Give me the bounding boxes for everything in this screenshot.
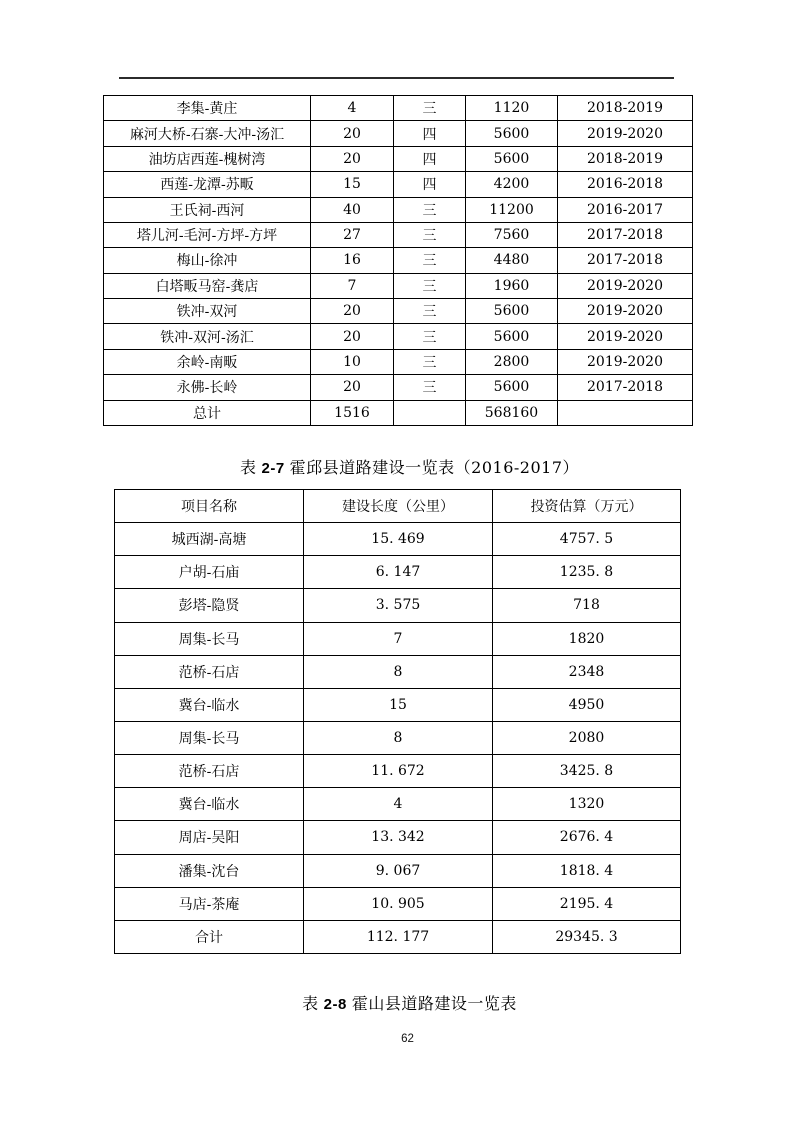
cell-project-name: 油坊店西莲-槐树湾 <box>104 146 311 171</box>
cell-project-name: 塔儿河-毛河-方坪-方坪 <box>104 222 311 247</box>
cell-project-name: 马店-茶庵 <box>115 887 304 920</box>
cell-length: 6. 147 <box>304 556 493 589</box>
cell-length: 7 <box>304 622 493 655</box>
cell-project-name: 冀台-临水 <box>115 788 304 821</box>
cell-investment: 1960 <box>466 273 558 298</box>
cell-years: 2018-2019 <box>558 96 693 121</box>
table-row <box>115 887 681 920</box>
cell-years: 2019-2020 <box>558 273 693 298</box>
cell-project-name: 铁冲-双河 <box>104 299 311 324</box>
cell-investment: 2348 <box>493 655 681 688</box>
header-project-name: 项目名称 <box>115 490 304 523</box>
table-row <box>115 721 681 754</box>
cell-length: 20 <box>311 121 394 146</box>
table-header-row <box>115 490 681 523</box>
cell-investment: 2800 <box>466 349 558 374</box>
cell-investment: 2195. 4 <box>493 887 681 920</box>
header-divider <box>119 77 674 79</box>
cell-project-name: 白塔畈马窑-龚店 <box>104 273 311 298</box>
cell-grade <box>394 400 466 426</box>
cell-grade: 三 <box>394 375 466 400</box>
table-row <box>115 788 681 821</box>
cell-years: 2019-2020 <box>558 299 693 324</box>
table-row <box>115 755 681 788</box>
table-row <box>104 248 693 273</box>
cell-total-length: 112. 177 <box>304 920 493 953</box>
table-total-row <box>115 920 681 953</box>
header-investment: 投资估算（万元） <box>493 490 681 523</box>
cell-project-name: 户胡-石庙 <box>115 556 304 589</box>
caption-text: 霍邱县道路建设一览表（2016-2017） <box>289 458 580 477</box>
table-2-7-caption <box>0 456 793 480</box>
cell-length: 20 <box>311 324 394 349</box>
table-total-row <box>104 400 693 426</box>
cell-years: 2017-2018 <box>558 248 693 273</box>
table-row <box>104 273 693 298</box>
cell-years: 2017-2018 <box>558 375 693 400</box>
caption-prefix: 表 <box>239 458 257 477</box>
huoqiu-road-table <box>114 489 681 954</box>
cell-project-name: 彭塔-隐贤 <box>115 589 304 622</box>
cell-grade: 三 <box>394 197 466 222</box>
table-2-8-caption <box>0 992 793 1016</box>
cell-length: 7 <box>311 273 394 298</box>
cell-grade: 四 <box>394 121 466 146</box>
cell-length: 10 <box>311 349 394 374</box>
header-length: 建设长度（公里） <box>304 490 493 523</box>
cell-grade: 三 <box>394 222 466 247</box>
cell-project-name: 梅山-徐冲 <box>104 248 311 273</box>
cell-length: 8 <box>304 655 493 688</box>
table-row <box>115 622 681 655</box>
cell-investment: 1235. 8 <box>493 556 681 589</box>
cell-investment: 3425. 8 <box>493 755 681 788</box>
table-row <box>104 299 693 324</box>
cell-project-name: 城西湖-高塘 <box>115 523 304 556</box>
cell-project-name: 李集-黄庄 <box>104 96 311 121</box>
cell-length: 20 <box>311 299 394 324</box>
cell-grade: 四 <box>394 146 466 171</box>
cell-project-name: 潘集-沈台 <box>115 854 304 887</box>
table-row <box>104 375 693 400</box>
cell-investment: 5600 <box>466 146 558 171</box>
table-row <box>115 523 681 556</box>
cell-investment: 2080 <box>493 721 681 754</box>
cell-length: 10. 905 <box>304 887 493 920</box>
table-row <box>115 589 681 622</box>
caption-prefix: 表 <box>302 994 319 1013</box>
cell-years: 2019-2020 <box>558 121 693 146</box>
cell-total-length: 1516 <box>311 400 394 426</box>
cell-investment: 5600 <box>466 299 558 324</box>
cell-investment: 4200 <box>466 172 558 197</box>
table-row <box>115 821 681 854</box>
cell-investment: 1820 <box>493 622 681 655</box>
cell-total-label: 总计 <box>104 400 311 426</box>
cell-grade: 三 <box>394 273 466 298</box>
cell-grade: 三 <box>394 349 466 374</box>
cell-years: 2016-2018 <box>558 172 693 197</box>
cell-project-name: 范桥-石店 <box>115 655 304 688</box>
cell-length: 40 <box>311 197 394 222</box>
road-construction-table-continued <box>103 95 693 426</box>
cell-length: 15. 469 <box>304 523 493 556</box>
cell-grade: 四 <box>394 172 466 197</box>
table-row <box>104 324 693 349</box>
table-row <box>115 854 681 887</box>
cell-project-name: 周店-吴阳 <box>115 821 304 854</box>
cell-length: 15 <box>311 172 394 197</box>
cell-investment: 4480 <box>466 248 558 273</box>
cell-length: 11. 672 <box>304 755 493 788</box>
cell-years: 2019-2020 <box>558 324 693 349</box>
table-row <box>104 146 693 171</box>
cell-project-name: 范桥-石店 <box>115 755 304 788</box>
cell-length: 4 <box>311 96 394 121</box>
caption-number: 2-8 <box>323 996 347 1013</box>
page-number: 62 <box>401 1033 414 1045</box>
table-row <box>104 172 693 197</box>
cell-length: 20 <box>311 146 394 171</box>
table-row <box>115 655 681 688</box>
table-row <box>104 121 693 146</box>
cell-length: 3. 575 <box>304 589 493 622</box>
cell-project-name: 王氏祠-西河 <box>104 197 311 222</box>
table-row <box>104 197 693 222</box>
cell-years <box>558 400 693 426</box>
cell-investment: 5600 <box>466 121 558 146</box>
caption-text: 霍山县道路建设一览表 <box>351 994 517 1013</box>
cell-investment: 1320 <box>493 788 681 821</box>
cell-investment: 1818. 4 <box>493 854 681 887</box>
cell-length: 4 <box>304 788 493 821</box>
cell-investment: 4950 <box>493 688 681 721</box>
cell-length: 8 <box>304 721 493 754</box>
cell-total-investment: 29345. 3 <box>493 920 681 953</box>
cell-years: 2018-2019 <box>558 146 693 171</box>
table-row <box>104 222 693 247</box>
cell-grade: 三 <box>394 299 466 324</box>
cell-years: 2019-2020 <box>558 349 693 374</box>
cell-total-label: 合计 <box>115 920 304 953</box>
cell-project-name: 永佛-长岭 <box>104 375 311 400</box>
table-row <box>104 349 693 374</box>
cell-years: 2017-2018 <box>558 222 693 247</box>
cell-project-name: 铁冲-双河-汤汇 <box>104 324 311 349</box>
table-row <box>104 96 693 121</box>
cell-investment: 4757. 5 <box>493 523 681 556</box>
cell-project-name: 麻河大桥-石寨-大冲-汤汇 <box>104 121 311 146</box>
table-row <box>115 688 681 721</box>
cell-grade: 三 <box>394 248 466 273</box>
cell-investment: 1120 <box>466 96 558 121</box>
cell-investment: 5600 <box>466 324 558 349</box>
cell-investment: 718 <box>493 589 681 622</box>
caption-number: 2-7 <box>261 460 285 477</box>
cell-length: 15 <box>304 688 493 721</box>
cell-project-name: 周集-长马 <box>115 622 304 655</box>
cell-investment: 11200 <box>466 197 558 222</box>
cell-project-name: 余岭-南畈 <box>104 349 311 374</box>
table-row <box>115 556 681 589</box>
cell-total-investment: 568160 <box>466 400 558 426</box>
cell-length: 9. 067 <box>304 854 493 887</box>
cell-grade: 三 <box>394 324 466 349</box>
cell-length: 27 <box>311 222 394 247</box>
cell-project-name: 西莲-龙潭-苏畈 <box>104 172 311 197</box>
cell-length: 13. 342 <box>304 821 493 854</box>
cell-investment: 7560 <box>466 222 558 247</box>
cell-investment: 2676. 4 <box>493 821 681 854</box>
cell-years: 2016-2017 <box>558 197 693 222</box>
cell-length: 16 <box>311 248 394 273</box>
cell-length: 20 <box>311 375 394 400</box>
cell-grade: 三 <box>394 96 466 121</box>
cell-investment: 5600 <box>466 375 558 400</box>
cell-project-name: 周集-长马 <box>115 721 304 754</box>
cell-project-name: 冀台-临水 <box>115 688 304 721</box>
